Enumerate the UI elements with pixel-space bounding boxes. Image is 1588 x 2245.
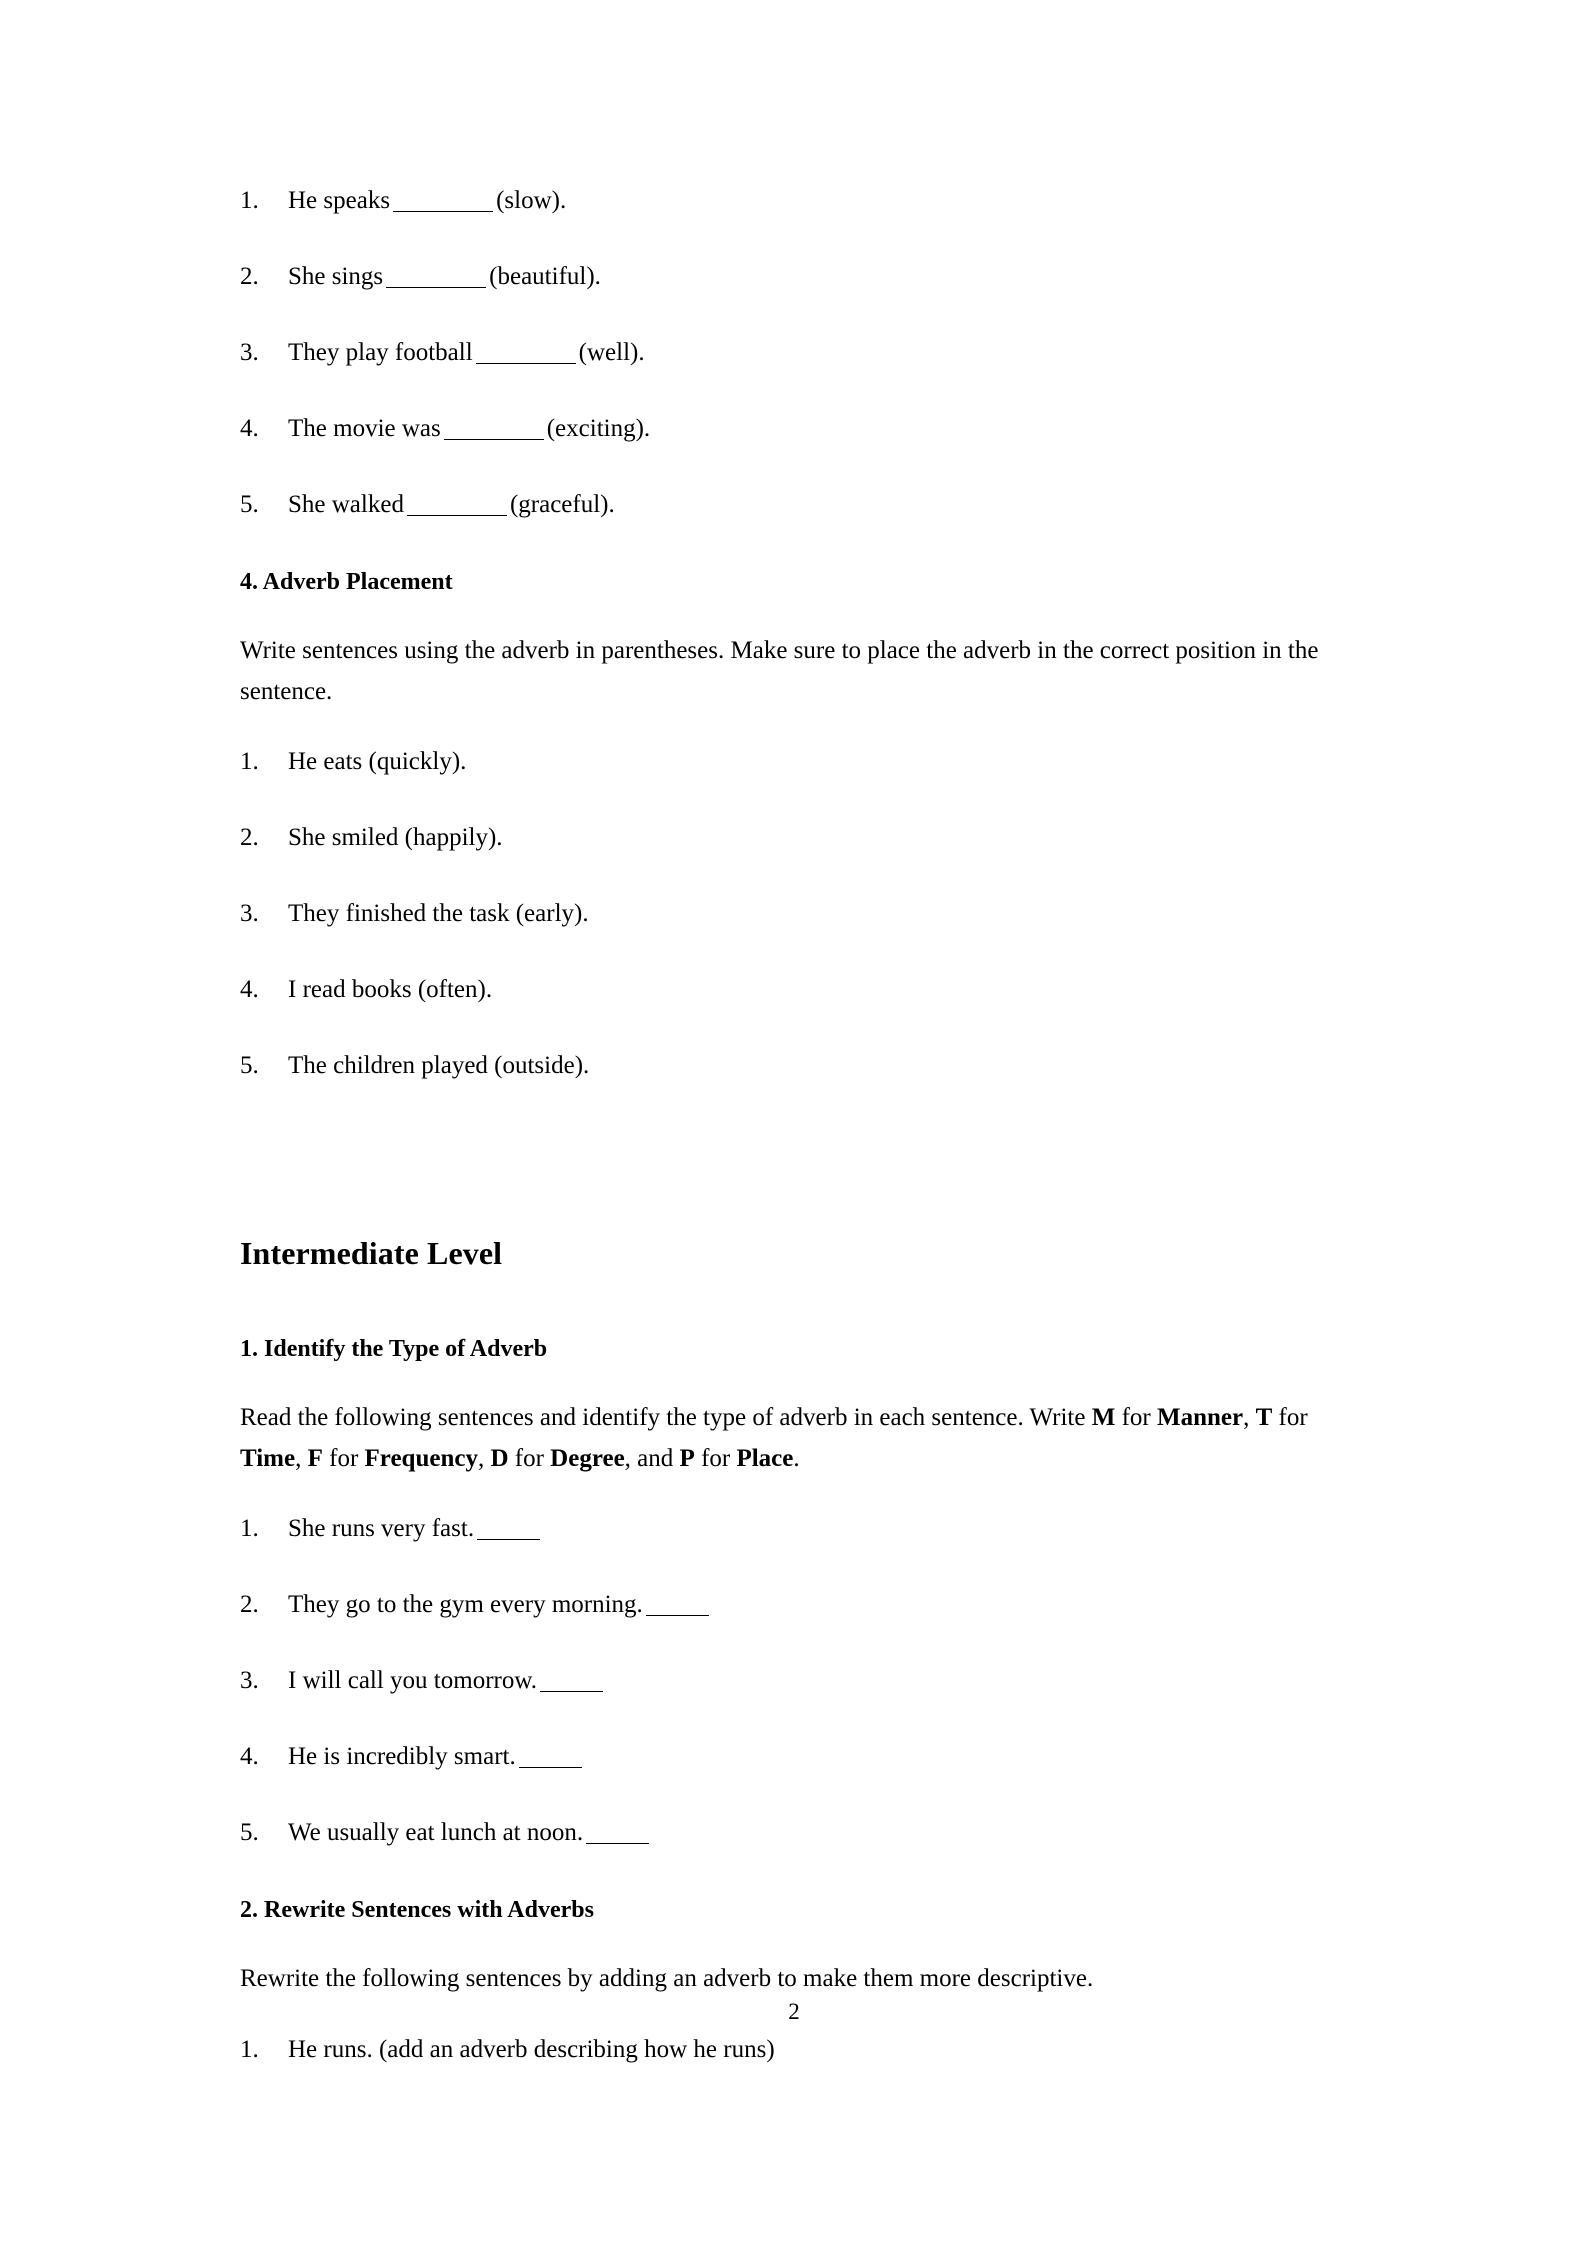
sentence-before-blank: They play football [288, 339, 473, 366]
instr-bold-frequency: Frequency [364, 1444, 478, 1472]
instr-bold-degree: Degree [550, 1444, 625, 1472]
sentence-text: She runs very fast. [288, 1515, 475, 1543]
instr-bold-p: P [679, 1444, 695, 1472]
list-item-text [288, 1743, 585, 1770]
list-item-number: 3. [240, 1667, 259, 1695]
list-item-number: 3. [240, 339, 259, 366]
list-item [240, 185, 1335, 217]
sentence-after-blank: (well). [578, 339, 645, 366]
answer-blank[interactable] [476, 343, 576, 364]
list-item-text: They finished the task (early). [288, 900, 589, 927]
sentence-text: We usually eat lunch at noon. [288, 1819, 584, 1847]
answer-blank[interactable] [393, 191, 493, 212]
instr-part-9: , and [624, 1444, 680, 1472]
instr-bold-t: T [1255, 1404, 1273, 1432]
list-item [240, 413, 1335, 445]
list-item [240, 337, 1335, 369]
instr-part-5: , [295, 1444, 308, 1472]
list-item [240, 1589, 1335, 1621]
sentence-before-blank: The movie was [288, 415, 441, 442]
list-item [240, 1665, 1335, 1697]
instr-part-8: for [508, 1444, 551, 1472]
instr-bold-d: D [490, 1444, 509, 1472]
sentence-after-blank: (exciting). [546, 415, 651, 442]
sentence-before-blank: She walked [288, 491, 404, 518]
instructions-identify-type [240, 1398, 1335, 1479]
list-item-number: 2. [240, 1591, 259, 1619]
instr-bold-f: F [307, 1444, 323, 1472]
list-item-text: I read books (often). [288, 976, 493, 1003]
list-item-text [288, 339, 645, 366]
list-item-number: 2. [240, 824, 259, 851]
instr-bold-m: M [1091, 1404, 1116, 1432]
list-item-number: 1. [240, 2035, 259, 2063]
spacer [240, 712, 1335, 746]
instr-part-6: for [322, 1444, 365, 1472]
list-item-text [288, 1667, 606, 1694]
section-heading-identify-type: 1. Identify the Type of Adverb [240, 1336, 548, 1363]
sentence-text: He is incredibly smart. [288, 1743, 516, 1771]
list-item [240, 1050, 1335, 1082]
answer-blank[interactable] [540, 1671, 603, 1692]
list-item-text [288, 263, 601, 290]
list-item [240, 822, 1335, 854]
answer-blank[interactable] [386, 267, 486, 288]
answer-blank[interactable] [519, 1747, 582, 1768]
list-item-text: The children played (outside). [288, 1052, 590, 1079]
list-item-number: 5. [240, 491, 259, 518]
rewrite-sentences-list [240, 2034, 1335, 2066]
list-item-text: He runs. (add an adverb describing how he runs) [288, 2035, 775, 2063]
list-item [240, 1741, 1335, 1773]
page-title-intermediate-level: Intermediate Level [240, 1235, 503, 1271]
spacer [240, 597, 1335, 631]
list-item [240, 261, 1335, 293]
list-item-text [288, 1819, 652, 1846]
spacer [240, 1479, 1335, 1513]
list-item-number: 5. [240, 1052, 259, 1079]
list-item-text: He eats (quickly). [288, 748, 467, 775]
answer-blank[interactable] [586, 1823, 649, 1844]
page-number: 2 [788, 1999, 800, 2024]
page-content [240, 185, 1335, 2066]
list-item-number: 2. [240, 263, 259, 290]
list-item [240, 974, 1335, 1006]
sentence-before-blank: She sings [288, 263, 384, 290]
instr-part-4: for [1272, 1404, 1308, 1432]
list-item-number: 4. [240, 415, 259, 442]
answer-blank[interactable] [646, 1595, 709, 1616]
list-item-number: 1. [240, 748, 259, 775]
instructions-adverb-placement: Write sentences using the adverb in parentheses. Make sure to place the adverb in the correct position in the sentence. [240, 637, 1319, 705]
identify-type-list [240, 1513, 1335, 1849]
instr-part-1: Read the following sentences and identify the type of adverb in each sentence. Write [240, 1404, 1092, 1432]
instr-part-2: for [1115, 1404, 1157, 1432]
sentence-before-blank: He speaks [288, 187, 391, 214]
instr-part-7: , [477, 1444, 491, 1472]
list-item-text [288, 1591, 712, 1618]
sentence-after-blank: (beautiful). [489, 263, 601, 290]
spacer [240, 1849, 1335, 1895]
list-item-text [288, 491, 615, 518]
instr-part-10: for [694, 1444, 737, 1472]
answer-blank[interactable] [407, 495, 507, 516]
list-item-text [288, 187, 566, 214]
answer-blank[interactable] [477, 1519, 540, 1540]
list-item [240, 2034, 1335, 2066]
adverb-placement-list [240, 746, 1335, 1082]
list-item-text [288, 1515, 543, 1542]
sentence-text: They go to the gym every morning. [288, 1591, 643, 1619]
instr-bold-manner: Manner [1156, 1404, 1244, 1432]
section-heading-adverb-placement: 4. Adverb Placement [240, 569, 453, 595]
spacer [240, 1272, 1335, 1334]
list-item-text [288, 415, 650, 442]
list-item-number: 3. [240, 900, 259, 927]
list-item-number: 1. [240, 187, 259, 214]
spacer [240, 1082, 1335, 1234]
instructions-rewrite-sentences: Rewrite the following sentences by adding an adverb to make them more descriptive. [240, 1965, 1094, 1993]
list-item [240, 489, 1335, 521]
instr-bold-time: Time [240, 1444, 296, 1472]
spacer [240, 521, 1335, 567]
list-item [240, 1513, 1335, 1545]
list-item-number: 1. [240, 1515, 259, 1543]
list-item [240, 1817, 1335, 1849]
spacer [240, 1925, 1335, 1959]
sentence-after-blank: (slow). [496, 187, 567, 214]
sentence-text: I will call you tomorrow. [288, 1667, 538, 1695]
fill-in-blank-list [240, 185, 1335, 521]
list-item-number: 4. [240, 1743, 259, 1771]
list-item [240, 746, 1335, 778]
section-heading-rewrite-sentences: 2. Rewrite Sentences with Adverbs [240, 1897, 594, 1924]
list-item [240, 898, 1335, 930]
answer-blank[interactable] [444, 419, 544, 440]
list-item-number: 5. [240, 1819, 259, 1847]
list-item-number: 4. [240, 976, 259, 1003]
spacer [240, 1364, 1335, 1398]
instr-part-3: , [1243, 1404, 1256, 1432]
instr-bold-place: Place [736, 1444, 794, 1472]
instr-part-11: . [793, 1444, 800, 1472]
list-item-text: She smiled (happily). [288, 824, 503, 851]
sentence-after-blank: (graceful). [509, 491, 615, 518]
